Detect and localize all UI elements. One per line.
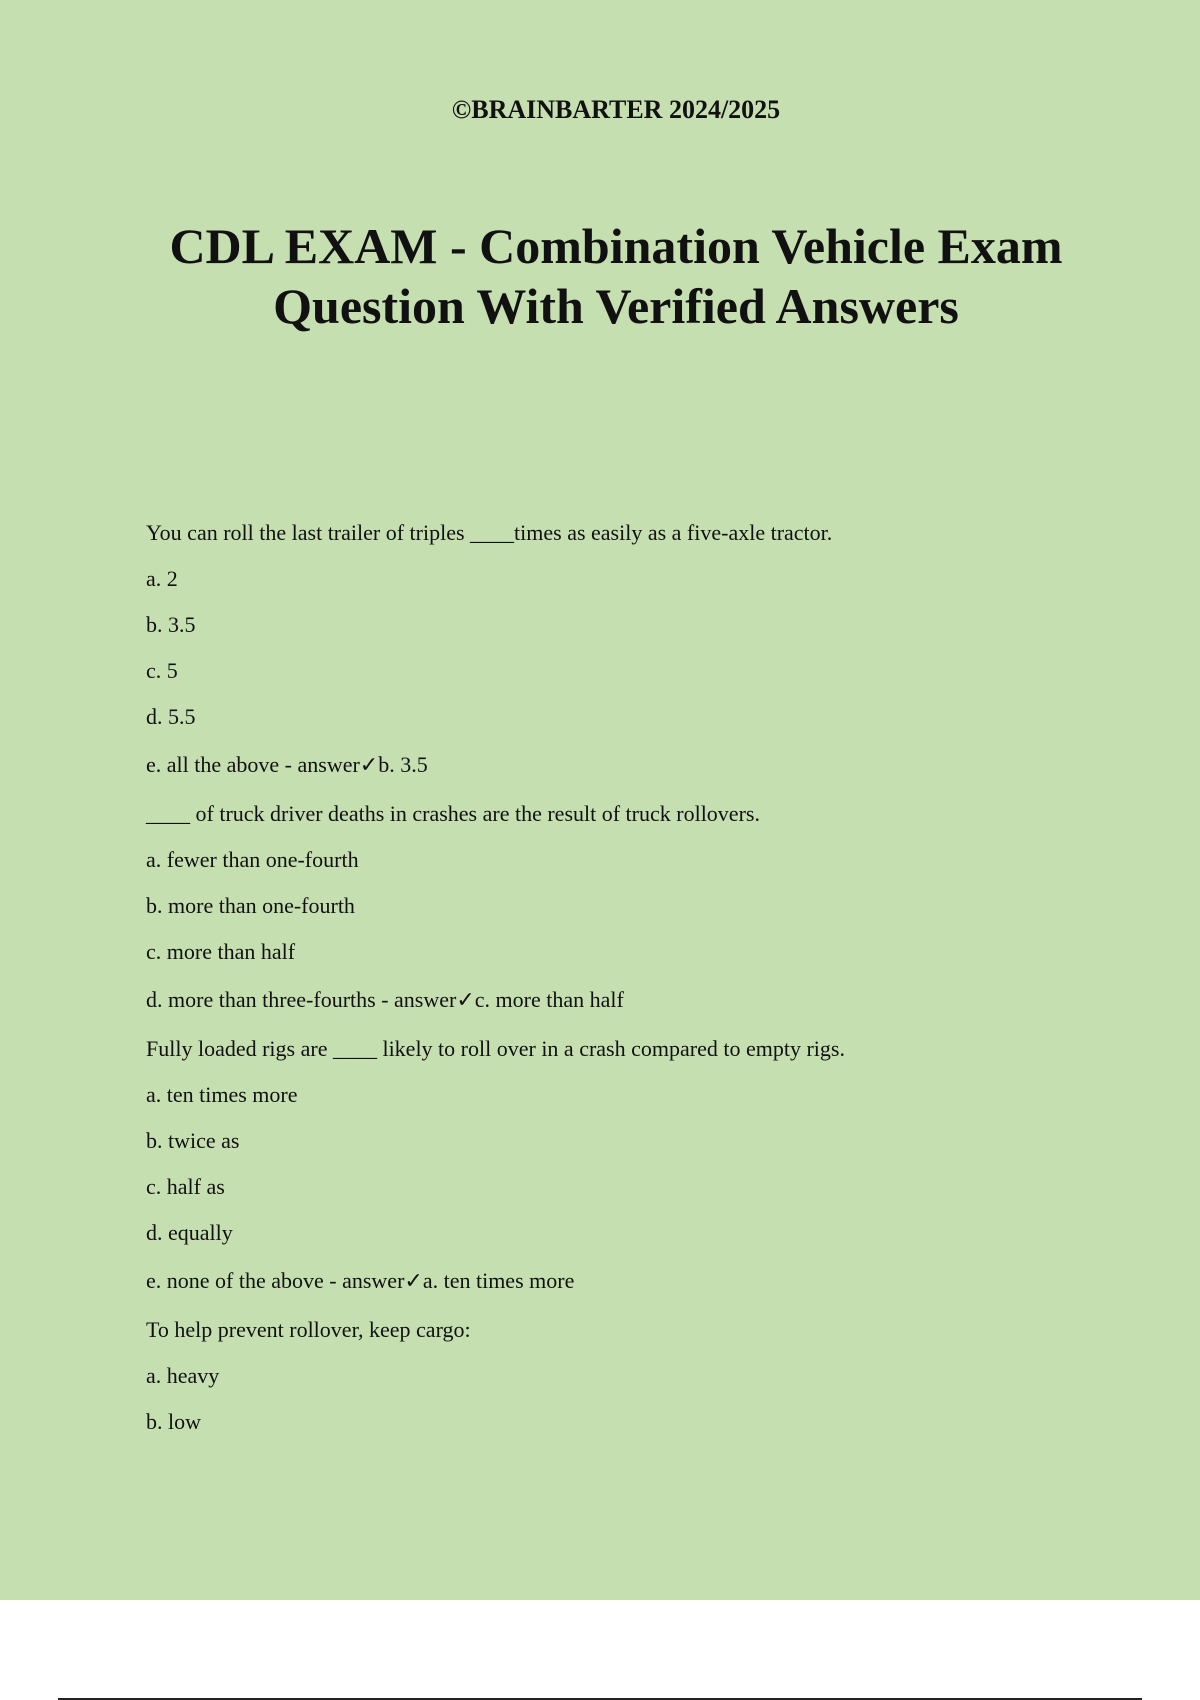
answer-option: c. half as	[146, 1174, 225, 1199]
answer-option: a. fewer than one-fourth	[146, 847, 359, 872]
answer-option-with-verified-answer: e. all the above - answer✓b. 3.5	[146, 752, 428, 777]
question-text: Fully loaded rigs are ____ likely to roll over in a crash compared to empty rigs.	[146, 1036, 845, 1061]
answer-option: c. more than half	[146, 939, 296, 964]
answer-option-with-verified-answer: e. none of the above - answer✓a. ten times more	[146, 1268, 575, 1293]
answer-option: c. 5	[146, 658, 178, 683]
copyright-header: ©BRAINBARTER 2024/2025	[451, 95, 781, 124]
answer-option: d. 5.5	[146, 704, 196, 729]
answer-option: b. more than one-fourth	[146, 893, 355, 918]
answer-option: b. low	[146, 1409, 201, 1434]
answer-option: a. 2	[146, 566, 178, 591]
answer-option: d. equally	[146, 1220, 233, 1245]
answer-option: a. ten times more	[146, 1082, 298, 1107]
answer-option: b. twice as	[146, 1128, 240, 1153]
title-line-2: Question With Verified Answers	[273, 278, 959, 334]
answer-option: a. heavy	[146, 1363, 220, 1388]
question-text: To help prevent rollover, keep cargo:	[146, 1317, 471, 1342]
document-title	[0, 216, 1200, 336]
question-text: You can roll the last trailer of triples ____times as easily as a five-axle tractor.	[146, 520, 833, 545]
answer-option-with-verified-answer: d. more than three-fourths - answer✓c. more than half	[146, 987, 624, 1012]
title-line-1: CDL EXAM - Combination Vehicle Exam	[169, 218, 1063, 274]
answer-option: b. 3.5	[146, 612, 196, 637]
question-text: ____ of truck driver deaths in crashes are the result of truck rollovers.	[146, 801, 760, 826]
